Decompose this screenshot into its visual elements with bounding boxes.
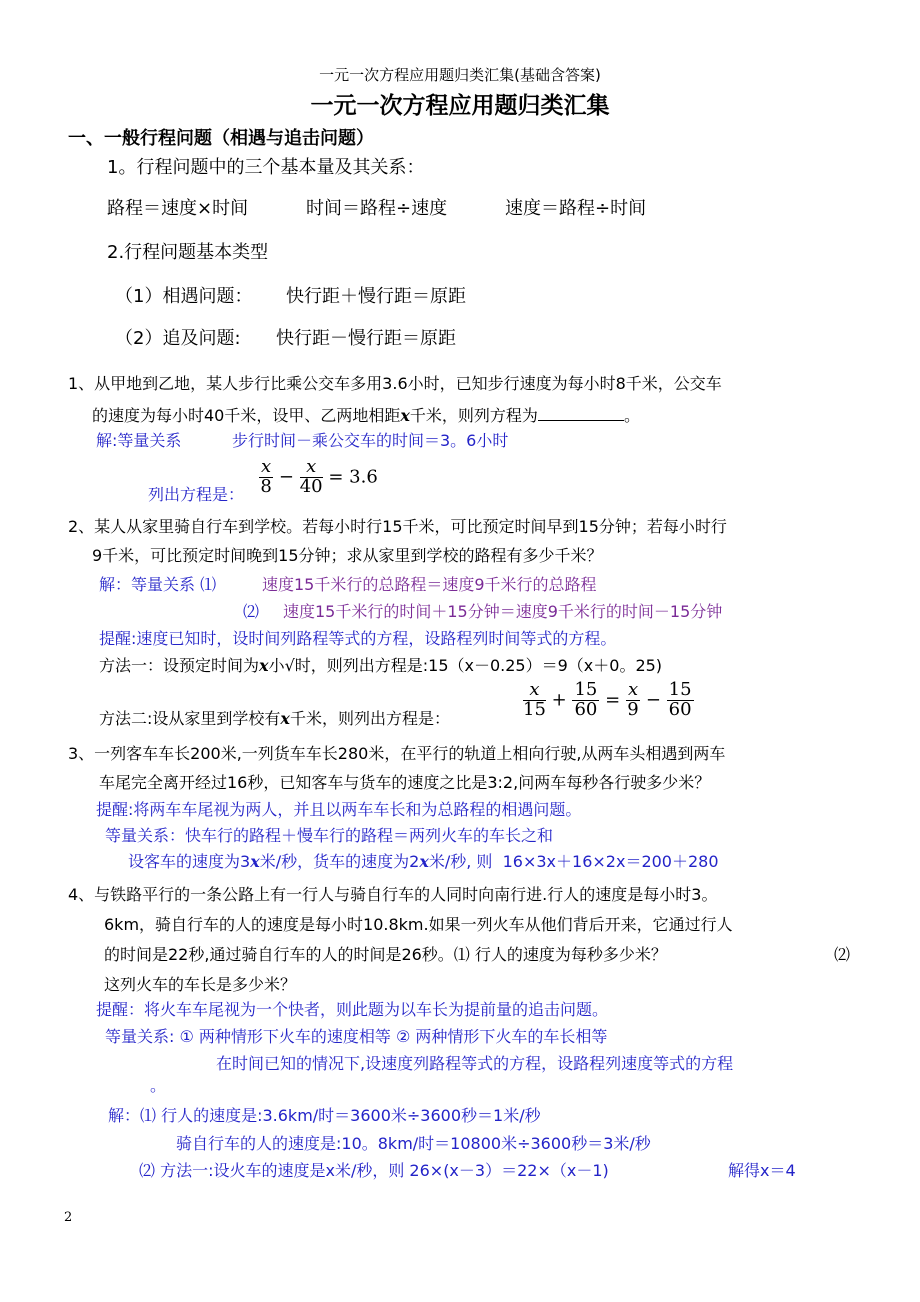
q4-note-end: 。 (150, 1076, 167, 1095)
type-chase: （2）追及问题: (115, 328, 241, 349)
type-meeting-formula: 快行距＋慢行距＝原距 (286, 286, 466, 307)
formula-distance: 路程＝速度×时间 (107, 198, 249, 219)
q4-relation: 等量关系: ① 两种情形下火车的速度相等 ② 两种情形下火车的车长相等 (105, 1027, 608, 1046)
q3-tip: 提醒:将两车车尾视为两人，并且以两车车长和为总路程的相遇问题。 (96, 800, 582, 819)
q2-relation-2: 速度15千米行的时间＋15分钟＝速度9千米行的时间－15分钟 (283, 602, 723, 621)
q1-equation-label: 列出方程是： (148, 485, 245, 504)
q1-equation: $\frac{x}{8}$ − $\frac{x}{40}$ = 3.6 (260, 456, 378, 497)
formula-speed: 速度＝路程÷时间 (505, 198, 647, 219)
q4-line-3b: ⑵ (834, 945, 851, 964)
q2-relation-2-label: ⑵ (243, 602, 260, 621)
q4-note: 在时间已知的情况下,设速度列路程等式的方程，设路程列速度等式的方程 (216, 1054, 734, 1073)
running-header: 一元一次方程应用题归类汇集(基础含答案) (319, 66, 601, 84)
page-number: 2 (64, 1210, 73, 1225)
q4-solution-3: ⑵ 方法一:设火车的速度是x米/秒，则 26×(x－3）＝22×（x－1) (139, 1161, 609, 1180)
q1-line-1: 1、从甲地到乙地，某人步行比乘公交车多用3.6小时，已知步行速度为每小时8千米，公交车 (68, 374, 722, 393)
intro-line-1: 1。行程问题中的三个基本量及其关系： (107, 157, 425, 178)
type-meeting: （1）相遇问题： (115, 286, 253, 307)
q3-line-2: 车尾完全离开经过16秒，已知客车与货车的速度之比是3:2,问两车每秒各行驶多少米？ (99, 773, 711, 792)
q2-equation: $\frac{x}{15}$ + $\frac{15}{60}$ = $\frac{x}{9}$ − $\frac{15}{60}$ (523, 679, 692, 720)
q1-line-2: 的速度为每小时40千米，设甲、乙两地相距x千米，则列方程为 。 (92, 406, 640, 425)
q2-tip: 提醒:速度已知时，设时间列路程等式的方程，设路程列时间等式的方程。 (99, 629, 617, 648)
section-heading: 一、一般行程问题（相遇与追击问题） (68, 128, 374, 149)
formula-time: 时间＝路程÷速度 (306, 198, 448, 219)
q2-method-2-label: 方法二:设从家里到学校有x千米，则列出方程是： (99, 709, 450, 728)
q1-answer-relation: 步行时间－乘公交车的时间＝3。6小时 (232, 431, 509, 450)
q3-line-1: 3、一列客车车长200米,一列货车车长280米，在平行的轨道上相向行驶,从两车头相遇到两车 (68, 744, 726, 763)
q4-solution-4: 解得x＝4 (728, 1161, 796, 1180)
type-chase-formula: 快行距－慢行距＝原距 (276, 328, 456, 349)
q4-tip: 提醒：将火车车尾视为一个快者，则此题为以车长为提前量的追击问题。 (96, 1000, 609, 1019)
q2-line-1: 2、某人从家里骑自行车到学校。若每小时行15千米，可比预定时间早到15分钟；若每小时行 (68, 517, 727, 536)
q4-solution-1: 解：⑴ 行人的速度是:3.6km/时＝3600米÷3600秒＝1米/秒 (108, 1106, 541, 1125)
q1-answer-label: 解:等量关系 (96, 431, 182, 450)
q2-method-1: 方法一：设预定时间为x小√时，则列出方程是:15（x－0.25）＝9（x＋0。25) (99, 656, 663, 675)
q4-solution-2: 骑自行车的人的速度是:10。8km/时＝10800米÷3600秒＝3米/秒 (176, 1134, 651, 1153)
q4-line-1: 4、与铁路平行的一条公路上有一行人与骑自行车的人同时向南行进.行人的速度是每小时3。 (68, 885, 718, 904)
q3-relation: 等量关系：快车行的路程＋慢车行的路程＝两列火车的车长之和 (105, 826, 554, 845)
q2-line-2: 9千米，可比预定时间晚到15分钟；求从家里到学校的路程有多少千米？ (92, 546, 603, 565)
q3-solution: 设客车的速度为3x米/秒，货车的速度为2x米/秒, 则 16×3x＋16×2x＝200＋280 (128, 852, 719, 871)
q4-line-2: 6km，骑自行车的人的速度是每小时10.8km.如果一列火车从他们背后开来，它通过行人 (104, 915, 733, 934)
page-title: 一元一次方程应用题归类汇集 (310, 93, 610, 119)
q4-line-4: 这列火车的车长是多少米？ (104, 975, 297, 994)
q4-line-3: 的时间是22秒,通过骑自行车的人的时间是26秒。⑴ 行人的速度为每秒多少米？ (104, 945, 667, 964)
answer-blank (538, 404, 624, 421)
intro-line-2: 2.行程问题基本类型 (107, 242, 269, 263)
q2-relation-1: 速度15千米行的总路程＝速度9千米行的总路程 (262, 575, 597, 594)
q2-answer-label: 解：等量关系 ⑴ (99, 575, 217, 594)
